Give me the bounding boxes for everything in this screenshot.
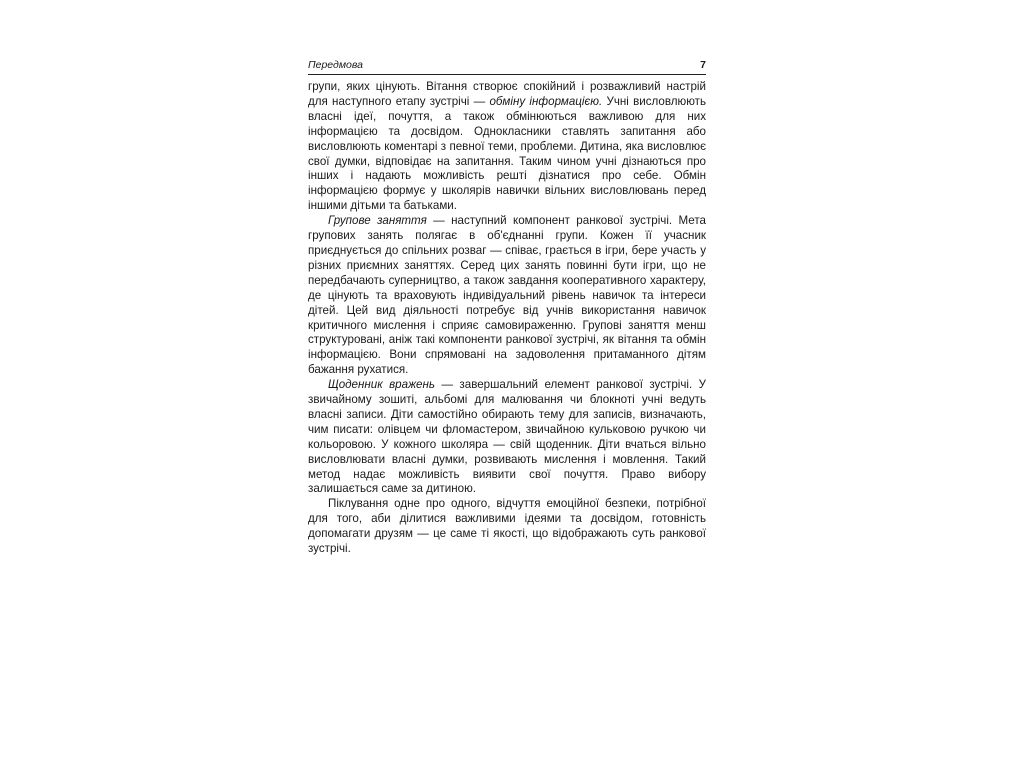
running-header xyxy=(308,58,706,75)
paragraph-2 xyxy=(308,214,706,378)
paragraph-4 xyxy=(308,497,706,557)
book-page xyxy=(308,58,706,557)
paragraph-1-text-after: Учні висловлюють власні ідеї, почуття, а також обмінюються важливою для них інформацією та досвідом. Однокласники ставлять запитання або висловлюють коментарі з певної теми, проблеми. Дитина, яка висловлює свої думки, відповідає на запитання. Таким чином учні дізнаються про інших і надають можливість решті дізнатися про себе. Обмін інформацією формує у школярів навички вільних висловлювань перед іншими дітьми та батьками. xyxy=(308,94,707,213)
paragraph-2-text: — наступний компонент ранкової зустрічі. Мета групових занять полягає в об'єднанні групи. Кожен її учасник приєднується до спільних розваг — співає, грається в ігри, бере участь у різних приємних заняттях. Серед цих занять повинні бути ігри, що не передбачають суперництво, а також завдання кооперативного характеру, де цінують та враховують індивідуальний рівень навичок та інтереси дітей. Цей вид діяльності потребує від учнів використання навичок критичного мислення і сприяє самовираженню. Групові заняття менш структуровані, аніж такі компоненти ранкової зустрічі, як вітання та обмін інформацією. Вони спрямовані на задоволення притаманного дітям бажання рухатися. xyxy=(308,214,706,377)
paragraph-1-text-before: групи, яких цінують. Вітання створює спокійний і розважливий настрій для наступного етапу зустрічі — xyxy=(308,80,706,108)
page-number: 7 xyxy=(700,59,706,71)
paragraph-1-emphasis: обміну інформацією. xyxy=(489,94,603,108)
paragraph-2-lead: Групове заняття xyxy=(328,214,427,228)
paragraph-3-lead: Щоденник вражень xyxy=(328,378,435,392)
paragraph-4-text: Піклування одне про одного, відчуття емоційної безпеки, потрібної для того, аби ділитися важливими ідеями та досвідом, готовність допомагати друзям — це саме ті якості, що відображають суть ранкової зустрічі. xyxy=(308,497,706,556)
body-text xyxy=(308,80,706,557)
paragraph-3 xyxy=(308,378,706,497)
paragraph-3-text: — завершальний елемент ранкової зустрічі. У звичайному зошиті, альбомі для малювання чи блокноті учні ведуть власні записи. Діти самостійно обирають тему для записів, визначають, чим писати: олівцем чи фломастером, звичайною кульковою ручкою чи кольоровою. У кожного школяра — свій щоденник. Діти вчаться вільно висловлювати власні думки, розвивають мислення і мовлення. Такий метод надає можливість виявити свої почуття. Право вибору залишається саме за дитиною. xyxy=(308,378,706,496)
paragraph-1 xyxy=(308,80,706,214)
running-header-title: Передмова xyxy=(308,59,363,71)
